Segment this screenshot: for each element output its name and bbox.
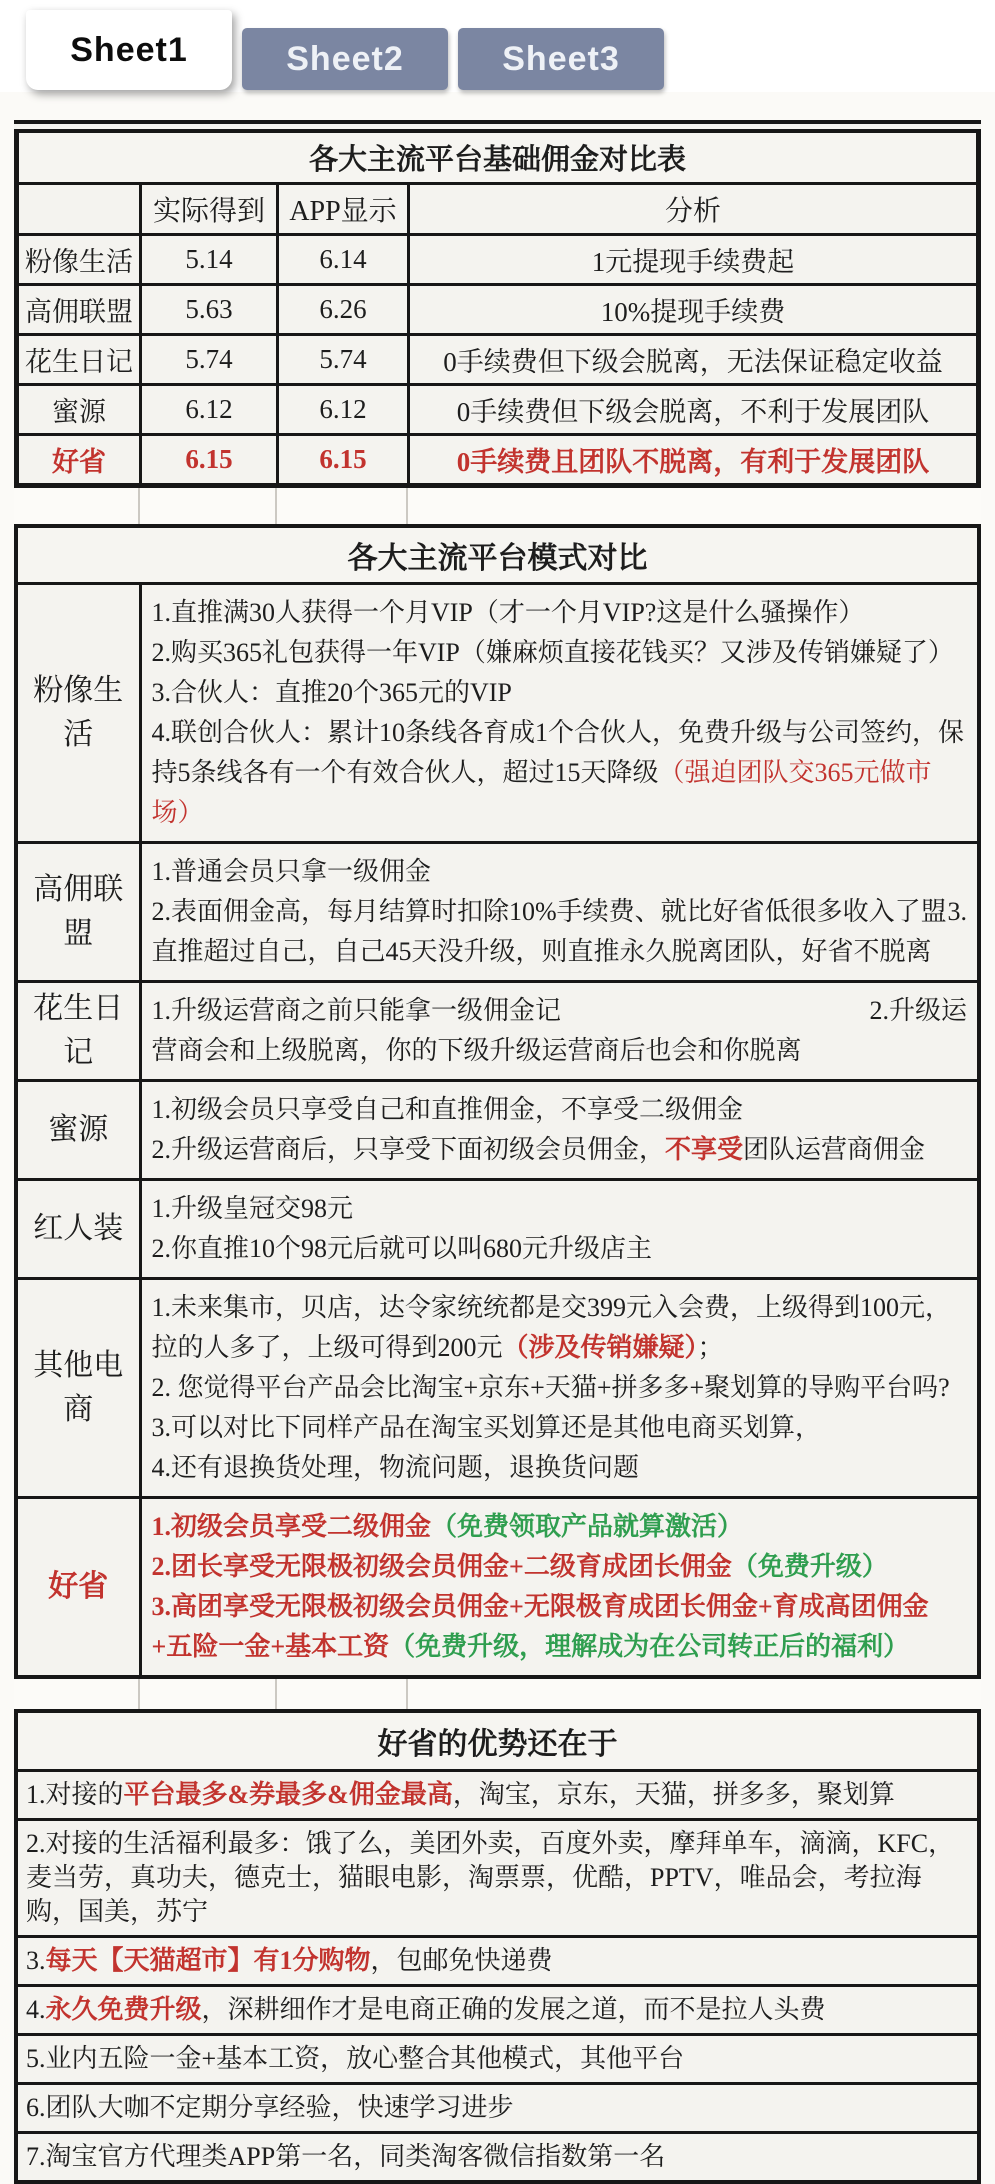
table-row <box>17 285 979 335</box>
content-line <box>152 932 968 972</box>
row-label-cell[interactable]: 高佣联盟 <box>16 843 140 982</box>
table-row <box>16 1937 979 1986</box>
text-segment: 2.升级运 <box>869 996 967 1025</box>
grid-line <box>406 488 408 524</box>
row-content-cell[interactable] <box>140 1498 979 1678</box>
text-segment: 1.初级会员享受二级佣金 <box>151 1512 432 1541</box>
analysis-cell[interactable]: 10%提现手续费 <box>409 285 979 335</box>
content-line <box>152 713 968 833</box>
actual-cell[interactable]: 6.15 <box>141 435 278 486</box>
content-line <box>152 1448 968 1488</box>
content-line <box>152 1288 968 1368</box>
header-row <box>17 184 979 235</box>
text-segment: 1.普通会员只拿一级佣金 <box>151 857 432 886</box>
row-label-cell[interactable]: 红人装 <box>16 1180 140 1279</box>
text-segment: 7.淘宝官方代理类APP第一名，同类淘客微信指数第一名 <box>26 2142 666 2171</box>
content-line <box>152 593 968 633</box>
sheet-tab-bar <box>0 0 995 92</box>
text-segment: 1.直推满30人获得一个月VIP（才一个月VIP?这是什么骚操作） <box>151 598 865 627</box>
content-line <box>152 1130 968 1170</box>
table-row <box>16 1279 979 1498</box>
content-line <box>152 991 968 1031</box>
row-content-cell[interactable] <box>16 1937 979 1986</box>
row-content-cell[interactable] <box>140 843 979 982</box>
table-row <box>16 1771 979 1820</box>
text-segment: 1.未来集市，贝店，达令家统统都是交399元入会费，上级得到100元，拉的人多了，上级可得到200元 <box>151 1293 952 1362</box>
text-segment: 2.你直推10个98元后就可以叫680元升级店主 <box>151 1234 653 1263</box>
grid-line <box>275 1679 277 1709</box>
text-segment: 团队运营商佣金 <box>743 1135 926 1164</box>
table-title-row <box>16 1711 979 1771</box>
row-content-cell[interactable] <box>16 2035 979 2084</box>
text-segment: 6.团队大咖不定期分享经验，快速学习进步 <box>26 2093 514 2122</box>
row-label-cell[interactable]: 花生日记 <box>16 982 140 1081</box>
grid-line <box>406 1679 408 1709</box>
content-line <box>152 1031 968 1071</box>
text-segment: 1.初级会员只享受自己和直推佣金，不享受二级佣金 <box>151 1095 744 1124</box>
table-title: 各大主流平台基础佣金对比表 <box>17 127 979 184</box>
row-label-cell[interactable]: 好省 <box>16 1498 140 1678</box>
row-content-cell[interactable] <box>140 584 979 843</box>
table-title-row <box>16 526 979 584</box>
text-segment: 3. <box>26 1946 46 1975</box>
row-label-cell[interactable]: 花生日记 <box>17 335 141 385</box>
content-line <box>152 633 968 673</box>
actual-cell[interactable]: 6.12 <box>141 385 278 435</box>
text-segment: 2.升级运营商后，只享受下面初级会员佣金， <box>151 1135 666 1164</box>
tab-sheet2[interactable]: Sheet2 <box>242 28 448 90</box>
line-right <box>869 991 967 1031</box>
table-row <box>16 1820 979 1937</box>
row-content-cell[interactable] <box>16 1820 979 1937</box>
grid-line <box>138 1679 140 1709</box>
text-segment: 2.购买365礼包获得一年VIP（嫌麻烦直接花钱买？又涉及传销嫌疑了） <box>151 638 954 667</box>
text-segment: 3.合伙人：直推20个365元的VIP <box>151 678 512 707</box>
content-line <box>152 1229 968 1269</box>
text-segment: 营商会和上级脱离，你的下级升级运营商后也会和你脱离 <box>151 1036 802 1065</box>
text-segment: 3.可以对比下同样产品在淘宝买划算还是其他电商买划算， <box>151 1413 822 1442</box>
table-row <box>17 335 979 385</box>
content-line <box>152 1189 968 1229</box>
text-segment: （免费升级） <box>731 1552 888 1581</box>
row-content-cell[interactable] <box>16 1771 979 1820</box>
row-content-cell[interactable] <box>140 1279 979 1498</box>
table-title: 各大主流平台模式对比 <box>16 526 979 584</box>
text-segment: ，淘宝，京东，天猫，拼多多，聚划算 <box>452 1780 895 1809</box>
text-segment: 平台最多&券最多&佣金最高 <box>123 1780 453 1809</box>
line-right <box>948 892 968 932</box>
line-left <box>152 892 947 932</box>
text-segment: ，包邮免快递费 <box>370 1946 553 1975</box>
grid-line <box>275 488 277 524</box>
row-content-cell[interactable] <box>16 2084 979 2133</box>
row-label-cell[interactable]: 粉像生活 <box>17 235 141 285</box>
analysis-cell[interactable]: 0手续费但下级会脱离，无法保证稳定收益 <box>409 335 979 385</box>
table-row <box>16 2133 979 2183</box>
text-segment: （免费升级，理解成为在公司转正后的福利） <box>389 1632 910 1661</box>
text-segment: （强迫团队交365元做市场） <box>151 758 932 827</box>
grid-line <box>138 488 140 524</box>
header-cell[interactable]: 实际得到 <box>141 184 278 235</box>
table-row <box>17 435 979 486</box>
commission-table <box>14 120 981 488</box>
text-segment: （免费领取产品就算激活） <box>431 1512 744 1541</box>
content-line <box>152 1090 968 1130</box>
app-cell[interactable]: 6.14 <box>278 235 409 285</box>
row-content-cell[interactable] <box>140 982 979 1081</box>
text-segment: 1.对接的 <box>26 1780 124 1809</box>
text-segment: 永久免费升级 <box>45 1995 202 2024</box>
content-line <box>152 852 968 892</box>
text-segment: 2.表面佣金高，每月结算时扣除10%手续费、就比好省低很多收入了盟 <box>151 897 947 926</box>
row-content-cell[interactable] <box>16 1986 979 2035</box>
commission-table-body <box>17 127 979 486</box>
mode-table-body <box>16 526 979 1677</box>
sheet-area <box>0 92 995 2184</box>
text-segment: 2.对接的生活福利最多：饿了么，美团外卖，百度外卖，摩拜单车，滴滴，KFC，麦当劳，真功夫，德克士，猫眼电影，淘票票，优酷，PPTV，唯品会，考拉海购，国美，苏宁 <box>26 1829 955 1926</box>
text-segment: 4. <box>26 1995 46 2024</box>
text-segment: 4.还有退换货处理，物流问题，退换货问题 <box>151 1453 640 1482</box>
empty-grid-row <box>14 1679 981 1709</box>
row-content-cell[interactable] <box>140 1180 979 1279</box>
content-line <box>152 1368 968 1408</box>
content-line <box>152 1587 968 1667</box>
table-row <box>16 2084 979 2133</box>
content-line <box>152 1547 968 1587</box>
app-cell[interactable]: 5.74 <box>278 335 409 385</box>
table-row <box>16 1986 979 2035</box>
text-segment: 不享受 <box>665 1135 744 1164</box>
table-row <box>16 2035 979 2084</box>
advantage-table <box>14 1709 981 2184</box>
row-label-cell[interactable]: 好省 <box>17 435 141 486</box>
header-cell-empty[interactable] <box>17 184 141 235</box>
text-segment: ； <box>697 1333 724 1362</box>
table-row <box>16 982 979 1081</box>
text-segment: 2. 您觉得平台产品会比淘宝+京东+天猫+拼多多+聚划算的导购平台吗? <box>151 1373 950 1402</box>
app-cell[interactable]: 6.15 <box>278 435 409 486</box>
table-row <box>16 843 979 982</box>
row-label-cell[interactable]: 高佣联盟 <box>17 285 141 335</box>
table-row <box>17 385 979 435</box>
actual-cell[interactable]: 5.63 <box>141 285 278 335</box>
row-label-cell[interactable]: 其他电商 <box>16 1279 140 1498</box>
table-row <box>16 1081 979 1180</box>
table-row <box>17 235 979 285</box>
text-segment: 3. <box>947 897 967 926</box>
text-segment: 1.升级皇冠交98元 <box>151 1194 354 1223</box>
app-cell[interactable]: 6.26 <box>278 285 409 335</box>
tab-sheet1[interactable]: Sheet1 <box>26 10 232 90</box>
analysis-cell[interactable]: 0手续费但下级会脱离，不利于发展团队 <box>409 385 979 435</box>
content-line <box>152 673 968 713</box>
analysis-cell[interactable]: 0手续费且团队不脱离，有利于发展团队 <box>409 435 979 486</box>
text-segment: （涉及传销嫌疑） <box>502 1333 698 1362</box>
line-left <box>152 991 562 1031</box>
content-line <box>152 892 968 932</box>
text-segment: 直推超过自己，自己45天没升级，则直推永久脱离团队，好省不脱离 <box>151 937 932 966</box>
text-segment: 4.联创合伙人：累计10条线各育成1个合伙人，免费升级与公司签约，保持5条线各有一个有效合伙人，超过15天降级 <box>151 718 965 787</box>
empty-grid-row <box>14 488 981 524</box>
row-label-cell[interactable]: 粉像生活 <box>16 584 140 843</box>
header-cell[interactable]: 分析 <box>409 184 979 235</box>
row-label-cell[interactable]: 蜜源 <box>16 1081 140 1180</box>
text-segment: 每天【天猫超市】有1分购物 <box>45 1946 371 1975</box>
header-cell[interactable]: APP显示 <box>278 184 409 235</box>
table-row <box>16 1180 979 1279</box>
table-row <box>16 584 979 843</box>
text-segment: ，深耕细作才是电商正确的发展之道，而不是拉人头费 <box>201 1995 826 2024</box>
text-segment: 1.升级运营商之前只能拿一级佣金记 <box>151 996 562 1025</box>
row-content-cell[interactable] <box>140 1081 979 1180</box>
tab-sheet3[interactable]: Sheet3 <box>458 28 664 90</box>
content-line <box>152 1408 968 1448</box>
actual-cell[interactable]: 5.14 <box>141 235 278 285</box>
table-row <box>16 1498 979 1678</box>
table-title-row <box>17 127 979 184</box>
row-content-cell[interactable] <box>16 2133 979 2183</box>
actual-cell[interactable]: 5.74 <box>141 335 278 385</box>
row-label-cell[interactable]: 蜜源 <box>17 385 141 435</box>
mode-table <box>14 524 981 1679</box>
advantage-table-body <box>16 1711 979 2182</box>
text-segment: 5.业内五险一金+基本工资，放心整合其他模式，其他平台 <box>26 2044 685 2073</box>
table-title: 好省的优势还在于 <box>16 1711 979 1771</box>
text-segment: 2.团长享受无限极初级会员佣金+二级育成团长佣金 <box>151 1552 732 1581</box>
text-segment: 3.高团享受无限极初级会员佣金+无限极育成团长佣金+育成高团佣金+五险一金+基本工资 <box>151 1592 929 1661</box>
app-cell[interactable]: 6.12 <box>278 385 409 435</box>
content-line <box>152 1507 968 1547</box>
analysis-cell[interactable]: 1元提现手续费起 <box>409 235 979 285</box>
